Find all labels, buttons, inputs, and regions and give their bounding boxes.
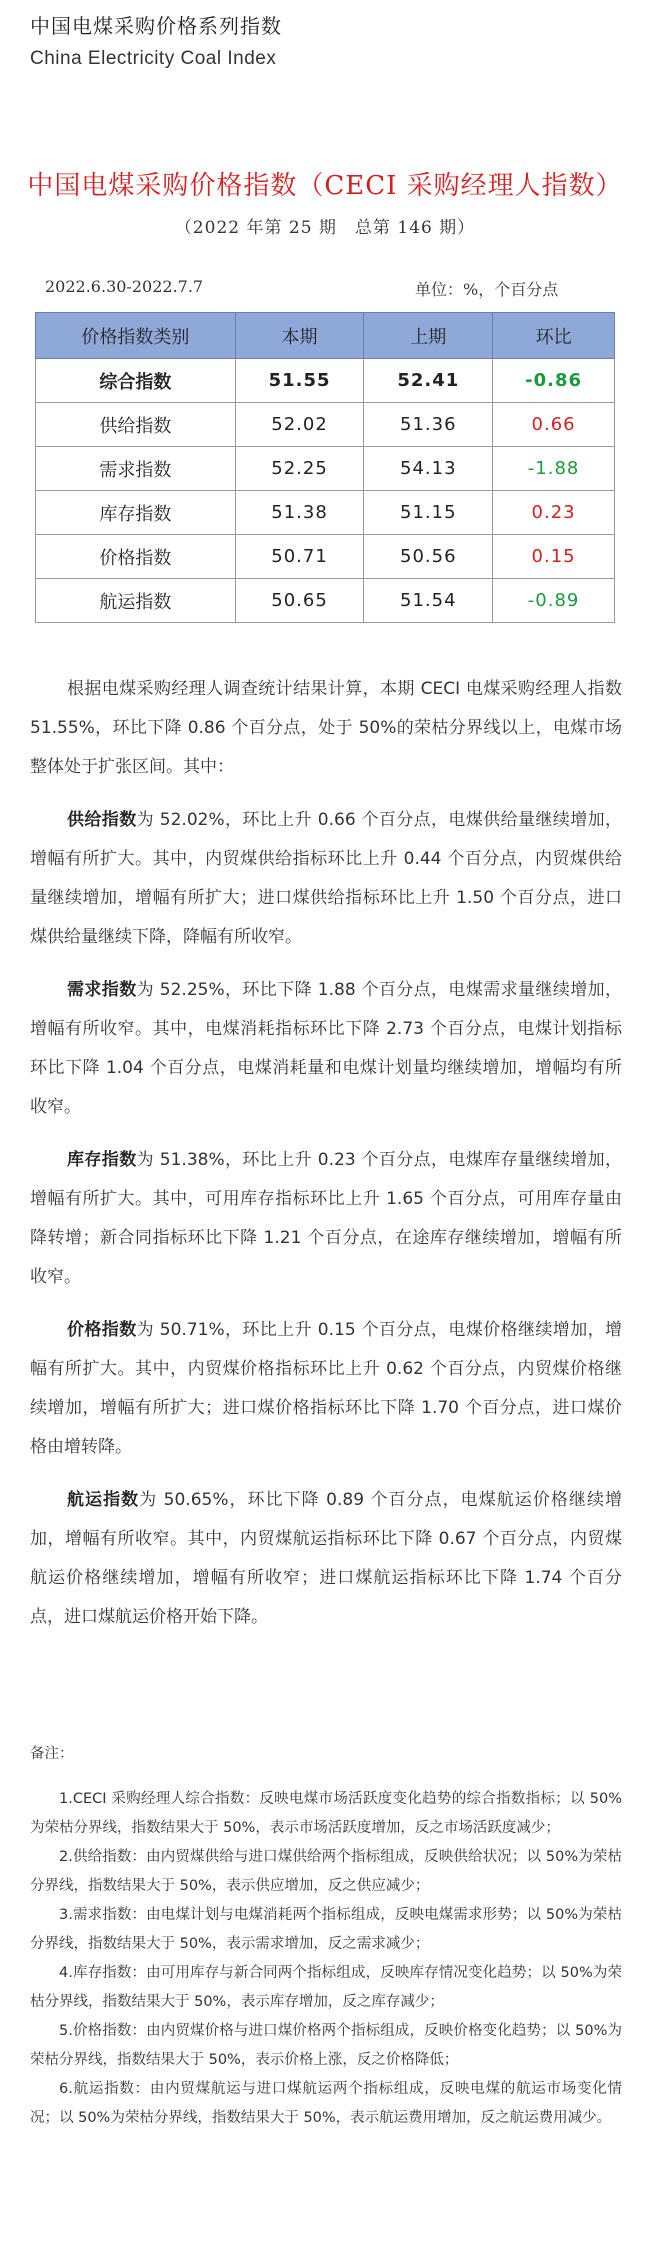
index-name: 需求指数 <box>36 447 236 491</box>
previous-value: 51.54 <box>364 579 493 623</box>
change-value: -0.89 <box>493 579 615 623</box>
report-title: 中国电煤采购价格指数（CECI 采购经理人指数） <box>27 171 623 201</box>
column-header-change: 环比 <box>493 313 615 359</box>
report-period: 2022.6.30-2022.7.7 <box>45 277 204 296</box>
column-header-previous: 上期 <box>364 313 493 359</box>
previous-value: 54.13 <box>364 447 493 491</box>
supply-paragraph <box>30 801 622 957</box>
inventory-text: 为 51.38%，环比上升 0.23 个百分点，电煤库存量继续增加，增幅有所扩大。其中，可用库存指标环比上升 1.65 个百分点，可用库存量由降转增；新合同指标环比下降 1.21 个百分点，在途库存继续增加，增幅有所收窄。 <box>30 1150 622 1287</box>
column-header-category: 价格指数类别 <box>36 313 236 359</box>
issue-number: （2022 年第 25 期 总第 146 期） <box>174 218 476 238</box>
supply-label: 供给指数 <box>67 810 137 830</box>
table-row <box>36 535 615 579</box>
price-text: 为 50.71%，环比上升 0.15 个百分点，电煤价格继续增加，增幅有所扩大。其中，内贸煤价格指标环比上升 0.62 个百分点，内贸煤价格继续增加，增幅有所扩大；进口煤价格指标环比下降 1.70 个百分点，进口煤价格由增转降。 <box>30 1320 622 1457</box>
current-value: 50.65 <box>235 579 364 623</box>
shipping-paragraph <box>30 1481 622 1637</box>
index-name: 供给指数 <box>36 403 236 447</box>
current-value: 52.25 <box>235 447 364 491</box>
previous-value: 51.15 <box>364 491 493 535</box>
demand-paragraph <box>30 971 622 1127</box>
current-value: 52.02 <box>235 403 364 447</box>
note-item: 4.库存指数：由可用库存与新合同两个指标组成，反映库存情况变化趋势；以 50%为荣枯分界线，指数结果大于 50%，表示库存增加，反之库存减少； <box>30 1965 622 2010</box>
notes-label: 备注： <box>30 1746 74 1762</box>
current-value: 50.71 <box>235 535 364 579</box>
change-value: -0.86 <box>493 359 615 403</box>
table-row <box>36 359 615 403</box>
current-value: 51.55 <box>235 359 364 403</box>
previous-value: 50.56 <box>364 535 493 579</box>
price-paragraph <box>30 1311 622 1467</box>
previous-value: 52.41 <box>364 359 493 403</box>
intro-text: 根据电煤采购经理人调查统计结果计算，本期 CECI 电煤采购经理人指数 51.55%，环比下降 0.86 个百分点，处于 50%的荣枯分界线以上，电煤市场整体处于扩张区间。其中： <box>30 679 622 777</box>
table-row <box>36 491 615 535</box>
intro-paragraph <box>30 670 622 787</box>
unit-label: 单位：%，个百分点 <box>415 280 559 299</box>
analysis-body <box>30 670 622 1651</box>
index-name: 综合指数 <box>36 359 236 403</box>
price-label: 价格指数 <box>67 1320 137 1340</box>
shipping-label: 航运指数 <box>67 1490 140 1510</box>
note-item: 3.需求指数：由电煤计划与电煤消耗两个指标组成，反映电煤需求形势；以 50%为荣枯分界线，指数结果大于 50%，表示需求增加，反之需求减少； <box>30 1907 622 1952</box>
supply-text: 为 52.02%，环比上升 0.66 个百分点，电煤供给量继续增加，增幅有所扩大。其中，内贸煤供给指标环比上升 0.44 个百分点，内贸煤供给量继续增加，增幅有所扩大；进口煤供给指标环比上升 1.50 个百分点，进口煤供给量继续下降，降幅有所收窄。 <box>30 810 622 947</box>
note-item: 1.CECI 采购经理人综合指数：反映电煤市场活跃度变化趋势的综合指数指标；以 50%为荣枯分界线，指数结果大于 50%，表示市场活跃度增加，反之市场活跃度减少； <box>30 1791 622 1836</box>
index-table <box>35 312 615 623</box>
table-row <box>36 447 615 491</box>
current-value: 51.38 <box>235 491 364 535</box>
note-item: 6.航运指数：由内贸煤航运与进口煤航运两个指标组成，反映电煤的航运市场变化情况；以 50%为荣枯分界线，指数结果大于 50%，表示航运费用增加，反之航运费用减少。 <box>30 2081 622 2126</box>
demand-text: 为 52.25%，环比下降 1.88 个百分点，电煤需求量继续增加，增幅有所收窄。其中，电煤消耗指标环比下降 2.73 个百分点，电煤计划指标环比下降 1.04 个百分点，电煤消耗量和电煤计划量均继续增加，增幅均有所收窄。 <box>30 980 622 1117</box>
change-value: -1.88 <box>493 447 615 491</box>
table-row <box>36 403 615 447</box>
shipping-text: 为 50.65%，环比下降 0.89 个百分点，电煤航运价格继续增加，增幅有所收窄。其中，内贸煤航运指标环比下降 0.67 个百分点，内贸煤航运价格继续增加，增幅有所收窄；进口煤航运指标环比下降 1.74 个百分点，进口煤航运价格开始下降。 <box>30 1490 622 1627</box>
index-name: 价格指数 <box>36 535 236 579</box>
inventory-paragraph <box>30 1141 622 1297</box>
inventory-label: 库存指数 <box>67 1150 137 1170</box>
column-header-current: 本期 <box>235 313 364 359</box>
note-item: 2.供给指数：由内贸煤供给与进口煤供给两个指标组成，反映供给状况；以 50%为荣枯分界线，指数结果大于 50%，表示供应增加，反之供应减少； <box>30 1849 622 1894</box>
index-name: 库存指数 <box>36 491 236 535</box>
change-value: 0.66 <box>493 403 615 447</box>
series-title-cn: 中国电煤采购价格系列指数 <box>30 14 282 38</box>
series-title-en: China Electricity Coal Index <box>30 48 277 69</box>
table-row <box>36 579 615 623</box>
change-value: 0.23 <box>493 491 615 535</box>
notes-section <box>30 1740 622 2133</box>
previous-value: 51.36 <box>364 403 493 447</box>
demand-label: 需求指数 <box>67 980 137 1000</box>
note-item: 5.价格指数：由内贸煤价格与进口煤价格两个指标组成，反映价格变化趋势；以 50%为荣枯分界线，指数结果大于 50%，表示价格上涨，反之价格降低； <box>30 2023 622 2068</box>
change-value: 0.15 <box>493 535 615 579</box>
table-header-row <box>36 313 615 359</box>
index-name: 航运指数 <box>36 579 236 623</box>
